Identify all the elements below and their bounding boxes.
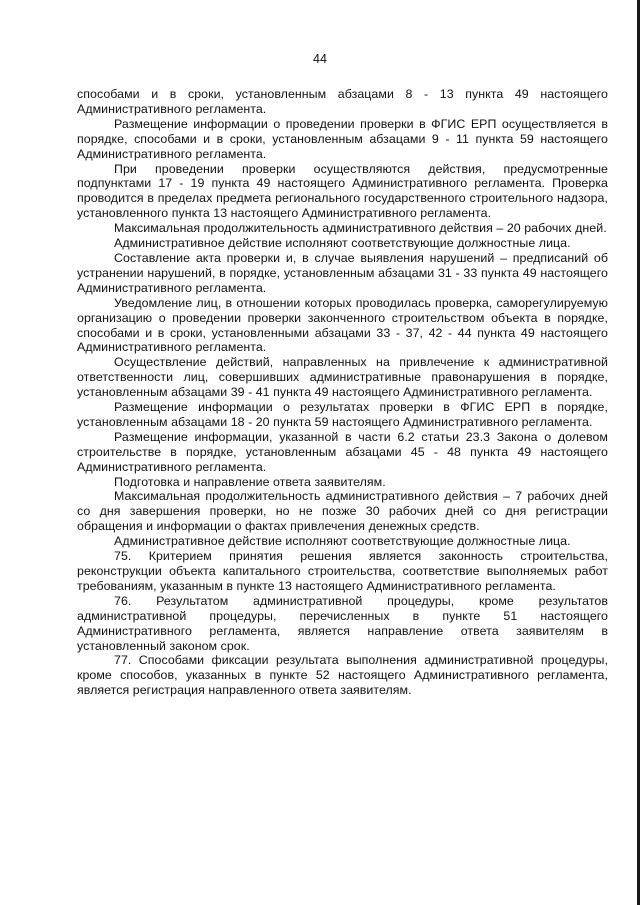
paragraph: Размещение информации о результатах проверки в ФГИС ЕРП в порядке, установленным абзацами 18 - 20 пункта 59 настоящего Административного регламента. [77,400,608,429]
paragraph: Максимальная продолжительность административного действия – 20 рабочих дней. [114,221,607,236]
paragraph: Размещение информации о проведении проверки в ФГИС ЕРП осуществляется в порядке, способами и в сроки, установленным абзацами 9 - 11 пункта 59 настоящего Административного регламента. [77,116,608,161]
paragraph: Размещение информации, указанной в части 6.2 статьи 23.3 Закона о долевом строительстве в порядке, установленным абзацами 45 - 48 пункта 49 настоящего Административного регламента. [77,429,608,474]
paragraph: 75. Критерием принятия решения является законность строительства, реконструкции объекта капитального строительства, соответствие выполняемых работ требованиям, указанным в пункте 13 настоящего Административного регламента. [77,549,608,593]
page-number: 44 [313,52,327,66]
paragraph: Административное действие исполняют соответствующие должностные лица. [114,534,571,549]
paragraph: Административное действие исполняют соответствующие должностные лица. [114,236,571,251]
paragraph: Осуществление действий, направленных на привлечение к административной ответственности лиц, совершивших административные правонарушения в порядке, установленным абзацами 39 - 41 пункта 49 настоящего Административного регламента. [77,355,608,400]
document-body [77,87,608,698]
paragraph: При проведении проверки осуществляются действия, предусмотренные подпунктами 17 - 19 пункта 49 настоящего Административного регламента. Проверка проводится в пределах предмета регионального государственного строительного надзора, установленного пункта 13 настоящего Административного регламента. [77,161,608,221]
paragraph: Составление акта проверки и, в случае выявления нарушений – предписаний об устранении нарушений, в порядке, установленным абзацами 31 - 33 пункта 49 настоящего Административного регламента. [77,250,608,295]
paragraph: 77. Способами фиксации результата выполнения административной процедуры, кроме способов, указанных в пункте 52 настоящего Административного регламента, является регистрация направленного ответа заявителям. [77,653,608,698]
paragraph: 76. Результатом административной процедуры, кроме результатов административной процедуры, перечисленных в пункте 51 настоящего Административного регламента, является направление ответа заявителям в установленный законом срок. [77,593,608,653]
paragraph: Уведомление лиц, в отношении которых проводилась проверка, саморегулируемую организацию о проведении проверки законченного строительством объекта в порядке, способами и в сроки, установленными абзацами 33 - 37, 42 - 44 пункта 49 настоящего Административного регламента. [77,295,608,355]
paragraph: Подготовка и направление ответа заявителям. [114,474,386,489]
paragraph: способами и в сроки, установленным абзацами 8 - 13 пункта 49 настоящего Административного регламента. [77,87,608,116]
paragraph: Максимальная продолжительность административного действия – 7 рабочих дней со дня завершения проверки, но не позже 30 рабочих дней со дня регистрации обращения и информации о фактах привлечения денежных средств. [77,489,608,534]
